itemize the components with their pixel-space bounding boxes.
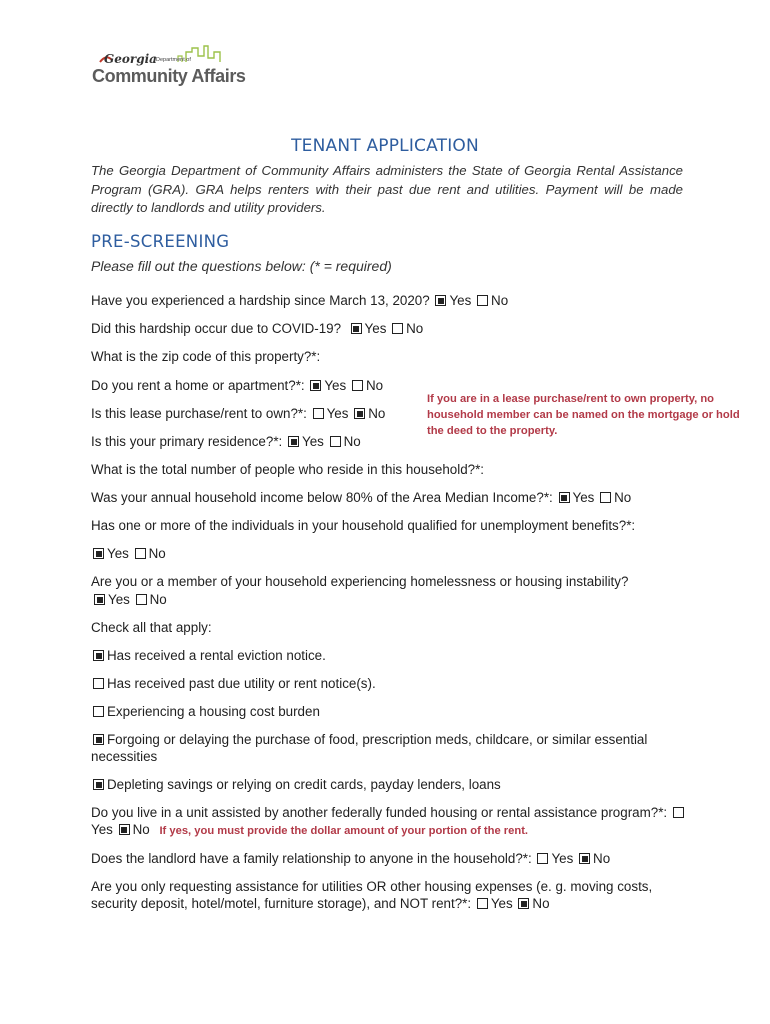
apply-item-cost-burden (91, 703, 320, 720)
logo-georgia: Georgia (104, 52, 157, 66)
yes-label: Yes (107, 546, 129, 561)
question-landlord-relationship (91, 850, 610, 867)
yes-label: Yes (449, 293, 472, 308)
question-text: Is this your primary residence?*: (91, 434, 283, 449)
cost-burden-checkbox[interactable] (93, 706, 104, 717)
question-text: Do you rent a home or apartment?*: (91, 378, 305, 393)
question-utilities-only (91, 878, 681, 912)
item-label: Has received a rental eviction notice. (107, 648, 326, 663)
no-checkbox[interactable] (135, 548, 146, 559)
yes-checkbox[interactable] (93, 548, 104, 559)
answer-unemployment (91, 545, 166, 562)
question-income (91, 489, 631, 506)
no-label: No (132, 822, 150, 837)
no-label: No (406, 321, 424, 336)
yes-checkbox[interactable] (351, 323, 362, 334)
yes-label: Yes (324, 378, 347, 393)
yes-label: Yes (108, 592, 130, 607)
logo-department-of: Department of (156, 57, 191, 63)
page-title: TENANT APPLICATION (291, 136, 479, 156)
question-text: Are you or a member of your household experiencing homelessness or housing instability? (91, 574, 629, 589)
yes-label: Yes (326, 406, 349, 421)
apply-item-past-due (91, 675, 376, 692)
forgoing-checkbox[interactable] (93, 734, 104, 745)
apply-item-forgoing (91, 731, 691, 765)
question-federal-housing (91, 804, 691, 840)
item-label: Forgoing or delaying the purchase of food, prescription meds, childcare, or similar essential necessities (91, 732, 648, 764)
no-label: No (365, 378, 384, 393)
question-text: Was your annual household income below 80% of the Area Median Income?*: (91, 490, 553, 505)
dca-logo (90, 44, 250, 88)
yes-checkbox[interactable] (559, 492, 570, 503)
section-heading: PRE-SCREENING (91, 232, 230, 251)
question-hardship (91, 292, 508, 309)
intro-paragraph: The Georgia Department of Community Affairs administers the State of Georgia Rental Assistance Program (GRA). GRA helps renters with their past due rent and utilities. Payment will be made directly to landlords and utility providers. (91, 163, 683, 215)
question-text: What is the total number of people who reside in this household?*: (91, 462, 485, 477)
apply-item-savings (91, 776, 501, 793)
question-text: Check all that apply: (91, 620, 212, 635)
no-checkbox[interactable] (352, 380, 363, 391)
no-label: No (614, 490, 632, 505)
question-text: Does the landlord have a family relationship to anyone in the household?*: (91, 851, 532, 866)
question-text: What is the zip code of this property?*: (91, 349, 321, 364)
item-label: Depleting savings or relying on credit cards, payday lenders, loans (107, 777, 501, 792)
yes-checkbox[interactable] (537, 853, 548, 864)
no-label: No (343, 434, 361, 449)
question-zip (91, 348, 320, 365)
instructions: Please fill out the questions below: (* = required) (91, 258, 392, 274)
yes-checkbox[interactable] (435, 295, 446, 306)
eviction-checkbox[interactable] (93, 650, 104, 661)
yes-checkbox[interactable] (310, 380, 321, 391)
yes-checkbox[interactable] (477, 898, 488, 909)
question-covid (91, 320, 423, 337)
yes-checkbox[interactable] (313, 408, 324, 419)
question-unemployment (91, 517, 635, 534)
question-text: Do you live in a unit assisted by another federally funded housing or rental assistance program?*: (91, 805, 668, 820)
yes-label: Yes (302, 434, 324, 449)
item-label: Has received past due utility or rent notice(s). (107, 676, 376, 691)
past-due-checkbox[interactable] (93, 678, 104, 689)
question-household-size (91, 461, 484, 478)
question-rent (91, 377, 383, 394)
yes-label: Yes (91, 822, 113, 837)
question-text: Has one or more of the individuals in your household qualified for unemployment benefits?*: (91, 518, 636, 533)
no-checkbox[interactable] (600, 492, 611, 503)
no-checkbox[interactable] (477, 295, 488, 306)
check-all-heading (91, 619, 212, 636)
federal-note: If yes, you must provide the dollar amount of your portion of the rent. (159, 825, 529, 837)
lease-note: If you are in a lease purchase/rent to own property, no household member can be named on the mortgage or hold the deed to the property. (427, 393, 740, 437)
yes-label: Yes (364, 321, 387, 336)
question-text: Is this lease purchase/rent to own?*: (91, 406, 307, 421)
no-label: No (148, 546, 166, 561)
no-label: No (532, 896, 550, 911)
no-label: No (593, 851, 611, 866)
yes-label: Yes (490, 896, 513, 911)
yes-checkbox[interactable] (94, 594, 105, 605)
question-text: Have you experienced a hardship since March 13, 2020? (91, 293, 430, 308)
no-label: No (149, 592, 167, 607)
savings-checkbox[interactable] (93, 779, 104, 790)
no-checkbox[interactable] (354, 408, 365, 419)
no-label: No (368, 406, 386, 421)
no-checkbox[interactable] (579, 853, 590, 864)
question-text: Did this hardship occur due to COVID-19? (91, 321, 342, 336)
logo-community-affairs: Community Affairs (92, 66, 246, 86)
item-label: Experiencing a housing cost burden (107, 704, 320, 719)
no-checkbox[interactable] (518, 898, 529, 909)
question-homelessness (91, 573, 628, 590)
question-primary-residence (91, 433, 361, 450)
no-label: No (491, 293, 509, 308)
yes-checkbox[interactable] (288, 436, 299, 447)
question-lease-purchase (91, 405, 385, 422)
question-text: Are you only requesting assistance for utilities OR other housing expenses (e. g. moving costs, security deposit, hotel/motel, furniture storage), and NOT rent?*: (91, 879, 653, 911)
no-checkbox[interactable] (330, 436, 341, 447)
answer-homelessness (92, 591, 167, 608)
yes-checkbox[interactable] (673, 807, 684, 818)
apply-item-eviction (91, 647, 326, 664)
yes-label: Yes (551, 851, 574, 866)
no-checkbox[interactable] (392, 323, 403, 334)
no-checkbox[interactable] (119, 824, 130, 835)
yes-label: Yes (572, 490, 595, 505)
no-checkbox[interactable] (136, 594, 147, 605)
